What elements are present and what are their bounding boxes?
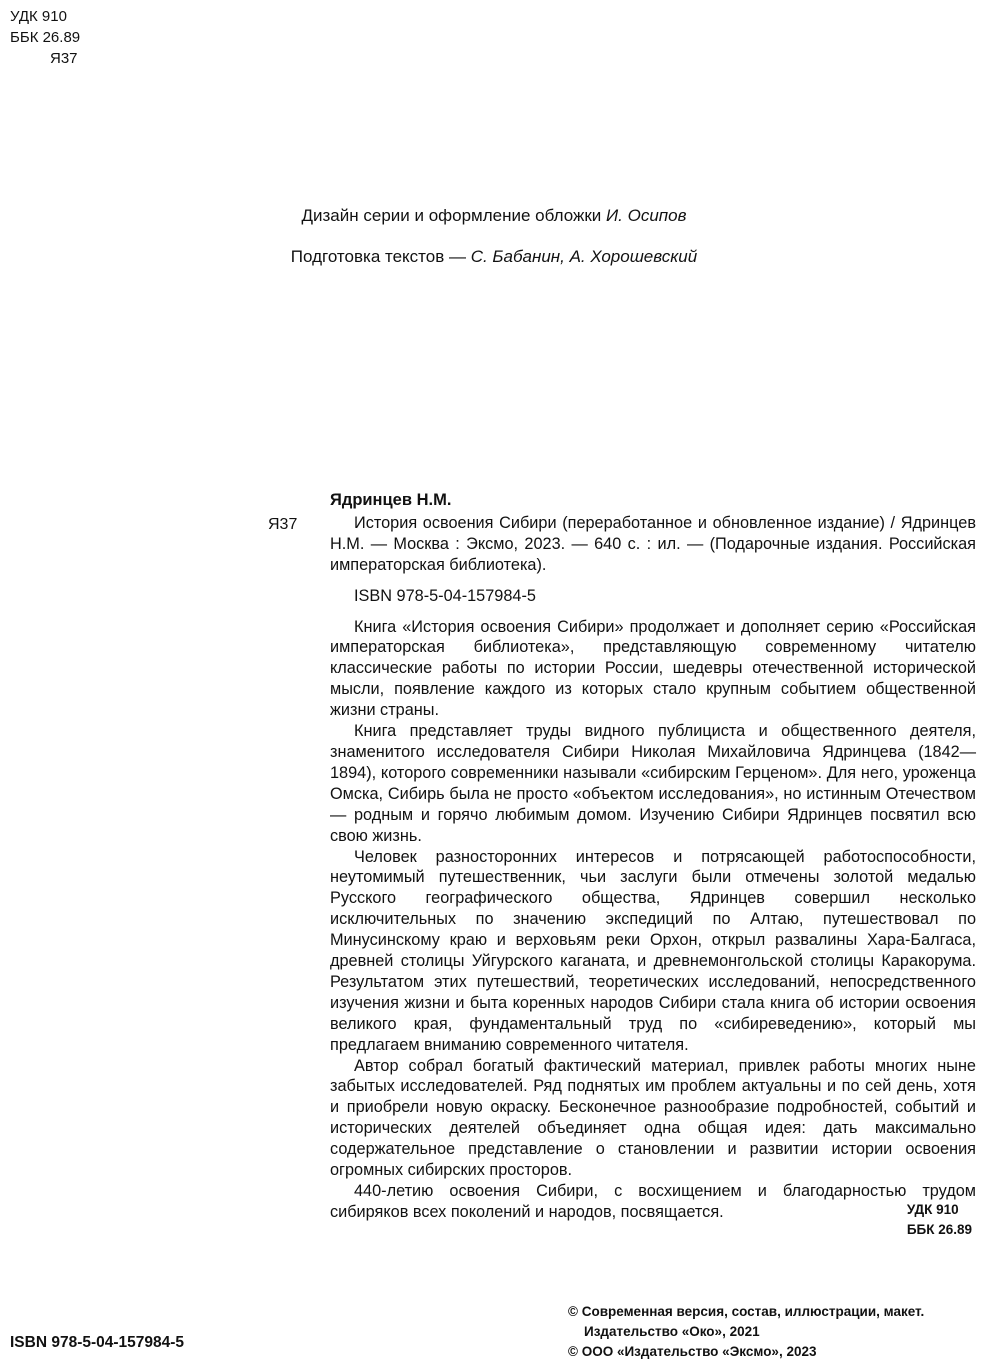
bottom-bbk-code: ББК 26.89 [906, 1222, 972, 1237]
annotation-paragraph: 440-летию освоения Сибири, с восхищением и благодарностью трудом сибиряков всех поколений и народов, посвящается. [330, 1182, 976, 1221]
design-credit-name: И. Осипов [606, 206, 687, 225]
annotation-paragraph: Человек разносторонних интересов и потрясающей работоспособности, неутомимый путешественник, чьи заслуги были отмечены золотой медалью Русского географического общества, Ядринцев совершил несколько исключительных по значению экспедиций по Алтаю, путешествовал по Минусинскому краю и верховьям реки Орхон, открыл развалины Хара-Балгаса, древней столицы Уйгурского каганата, и древнемонгольской столицы Каракорума. Результатом этих путешествий, теоретических исследований, непосредственного изучения жизни и быта коренных народов Сибири стала книга об истории освоения великого края, фундаментальный труд по «сибиреведению», который мы предлагаем вниманию современного читателя. [330, 847, 976, 1054]
udk-code: УДК 910 [10, 8, 67, 25]
texts-credit-names: С. Бабанин, А. Хорошевский [470, 247, 698, 266]
record-author: Ядринцев Н.М. [330, 491, 452, 509]
bottom-classification-codes [907, 1200, 972, 1240]
copyright-line: Издательство «Око», 2021 [584, 1324, 760, 1339]
record-isbn: ISBN 978-5-04-157984-5 [354, 586, 536, 605]
copyright-block [568, 1302, 924, 1362]
author-mark: Я37 [50, 50, 78, 67]
design-credit [0, 206, 988, 226]
design-credit-label: Дизайн серии и оформление обложки [301, 206, 607, 225]
catalog-record [330, 490, 976, 1223]
bottom-udk-code: УДК 910 [906, 1202, 959, 1217]
top-classification-codes [10, 6, 80, 69]
bbk-code: ББК 26.89 [10, 29, 81, 46]
side-author-mark: Я37 [268, 516, 298, 533]
copyright-line: © ООО «Издательство «Эксмо», 2023 [568, 1344, 817, 1359]
annotation-paragraph: Автор собрал богатый фактический материал, привлек работы многих ныне забытых исследователей. Ряд поднятых им проблем актуальны и по сей день, хотя и приобрели новую окраску. Бесконечное разнообразие подробностей, событий и исторических деятелей объединяет одна общая идея: дать максимально содержательное представление о становлении и развитии истории освоения огромных сибирских просторов. [330, 1056, 976, 1180]
record-title: История освоения Сибири (переработанное и обновленное издание) / Ядринцев Н.М. — Москва : Эксмо, 2023. — 640 с. : ил. — (Подарочные издания. Российская императорская библиотека). [330, 513, 976, 574]
texts-credit [0, 247, 988, 267]
annotation-paragraph: Книга «История освоения Сибири» продолжает и дополняет серию «Российская императорская библиотека», представляющую современному читателю классические работы по истории России, шедевры отечественной исторической мысли, появление каждого из которых стало крупным событием общественной жизни страны. [330, 617, 976, 720]
bottom-isbn: ISBN 978-5-04-157984-5 [10, 1334, 185, 1351]
copyright-line: © Современная версия, состав, иллюстрации, макет. [568, 1304, 925, 1319]
texts-credit-label: Подготовка текстов — [290, 247, 471, 266]
annotation-paragraph: Книга представляет труды видного публициста и общественного деятеля, знаменитого исследователя Сибири Николая Михайловича Ядринцева (1842—1894), которого современники называли «сибирским Герценом». Для него, уроженца Омска, Сибирь была не просто «объектом исследования», но истинным Отечеством — родным и горячо любимым домом. Изучению Сибири Ядринцев посвятил всю свою жизнь. [330, 722, 976, 845]
